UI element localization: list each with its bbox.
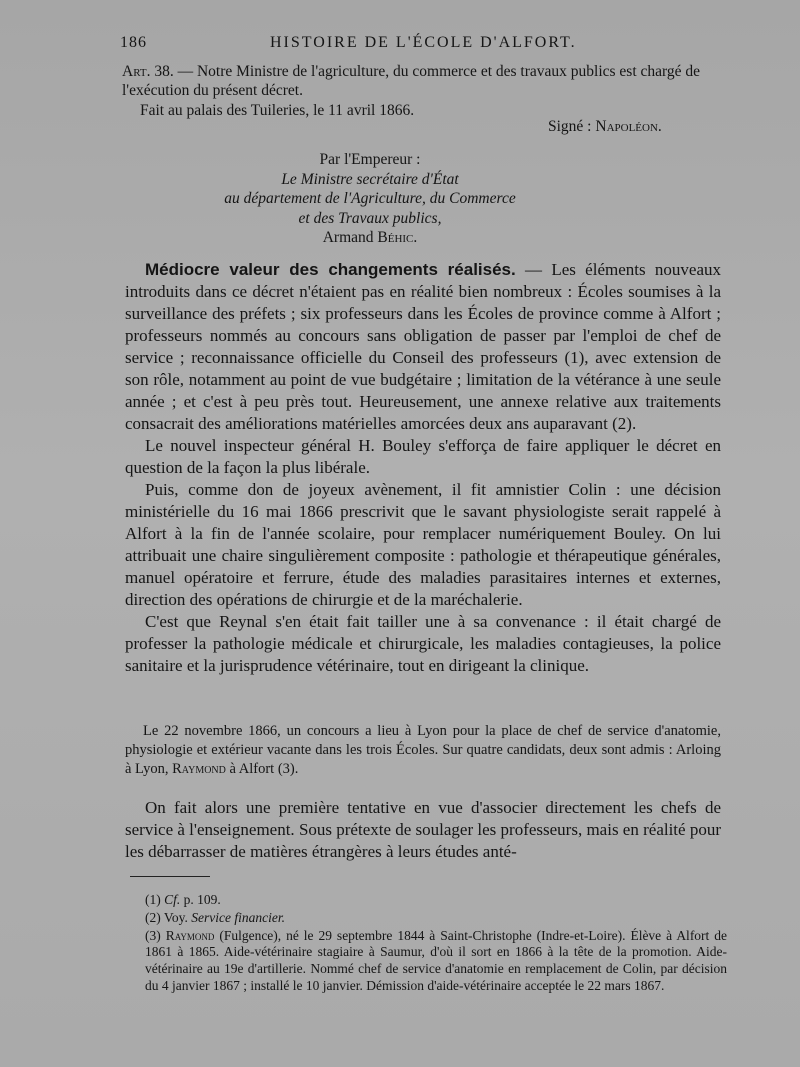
- section-heading: Médiocre valeur des changements réalisés.: [145, 260, 516, 279]
- decree-place-date: Fait au palais des Tuileries, le 11 avril 1866.: [140, 102, 415, 119]
- page-header: [120, 34, 730, 56]
- footnote-2: (2) Voy. Service financier.: [145, 909, 285, 925]
- running-title: HISTOIRE DE L'ÉCOLE D'ALFORT.: [270, 34, 577, 51]
- signed-label: Signé :: [548, 118, 596, 135]
- footnotes: [145, 892, 727, 996]
- paragraph-4: C'est que Reynal s'en était fait tailler une à sa convenance : il était chargé de professer la pathologie médicale et chirurgicale, les maladies contagieuses, la police sanitaire et la jurisprudence vétérinaire, tout en dirigeant la clinique.: [125, 612, 721, 675]
- footnote-divider: [130, 876, 210, 877]
- signed-name: Napoléon.: [595, 118, 662, 135]
- paragraph-2: Le nouvel inspecteur général H. Bouley s'efforça de faire appliquer le décret en question de la façon la plus libérale.: [125, 436, 721, 477]
- page-number: 186: [120, 34, 147, 51]
- countersign-line2: au département de l'Agriculture, du Commerce: [224, 190, 516, 207]
- article-label: Art. 38.: [122, 63, 174, 80]
- countersignature: [190, 150, 550, 248]
- countersign-name: Armand Béhic.: [322, 229, 418, 246]
- countersign-line1: Le Ministre secrétaire d'État: [281, 170, 459, 188]
- article-38: [122, 62, 728, 100]
- closing-section: [125, 797, 721, 863]
- footnote-1: (1) Cf. p. 109.: [145, 892, 221, 907]
- paragraph-1: Médiocre valeur des changements réalisés. — Les éléments nouveaux introduits dans ce décret n'étaient pas en réalité bien nombreux : Écoles soumises à la surveillance des préfets ; six professeurs dans les Écoles de province comme à Alfort ; professeurs nommés au concours sans obligation de passer par l'emploi de chef de service ; reconnaissance officielle du Conseil des professeurs (1), avec extension de son rôle, notamment au point de vue budgétaire ; limitation de la vétérance à une seule année ; et c'est à peu près tout. Heureusement, une annexe relative aux traitements consacrait des améliorations matérielles amorcées deux ans auparavant (2).: [125, 260, 721, 433]
- signature-line: [548, 118, 662, 136]
- article-text: — Notre Ministre de l'agriculture, du commerce et des travaux publics est chargé de l'exécution du présent décret.: [122, 63, 701, 99]
- small-paragraph: Le 22 novembre 1866, un concours a lieu à Lyon pour la place de chef de service d'anatomie, physiologie et extérieur vacante dans les trois Écoles. Sur quatre candidats, deux sont admis : Arloing à Lyon, Raymond à Alfort (3).: [125, 723, 721, 777]
- main-section: [125, 259, 721, 677]
- countersign-by: Par l'Empereur :: [319, 151, 421, 168]
- footnote-3: (3) Raymond (Fulgence), né le 29 septembre 1844 à Saint-Christophe (Indre-et-Loire). Élève à Alfort de 1861 à 1865. Aide-vétérinaire stagiaire à Saumur, d'où il sort en 1866 à la tête de la promotion. Aide-vétérinaire au 19e d'artillerie. Nommé chef de service d'anatomie en remplacement de Colin, par décision du 4 janvier 1867 ; installé le 10 janvier. Démission d'aide-vétérinaire acceptée le 22 mars 1867.: [145, 927, 727, 993]
- paragraph-3: Puis, comme don de joyeux avènement, il fit amnistier Colin : une décision ministérielle du 16 mai 1866 prescrivit que le savant physiologiste serait rappelé à Alfort à la fin de l'année scolaire, pour remplacer numériquement Bouley. On lui attribuait une chaire singulièrement composite : pathologie et thérapeutique générales, manuel opératoire et ferrure, étude des maladies parasitaires internes et externes, direction des opérations de chirurgie et de la maréchalerie.: [125, 480, 721, 609]
- closing-paragraph: On fait alors une première tentative en vue d'associer directement les chefs de service à l'enseignement. Sous prétexte de soulager les professeurs, mais en réalité pour les débarrasser de matières étrangères à leurs études anté-: [125, 798, 721, 861]
- countersign-line3: et des Travaux publics,: [298, 209, 442, 227]
